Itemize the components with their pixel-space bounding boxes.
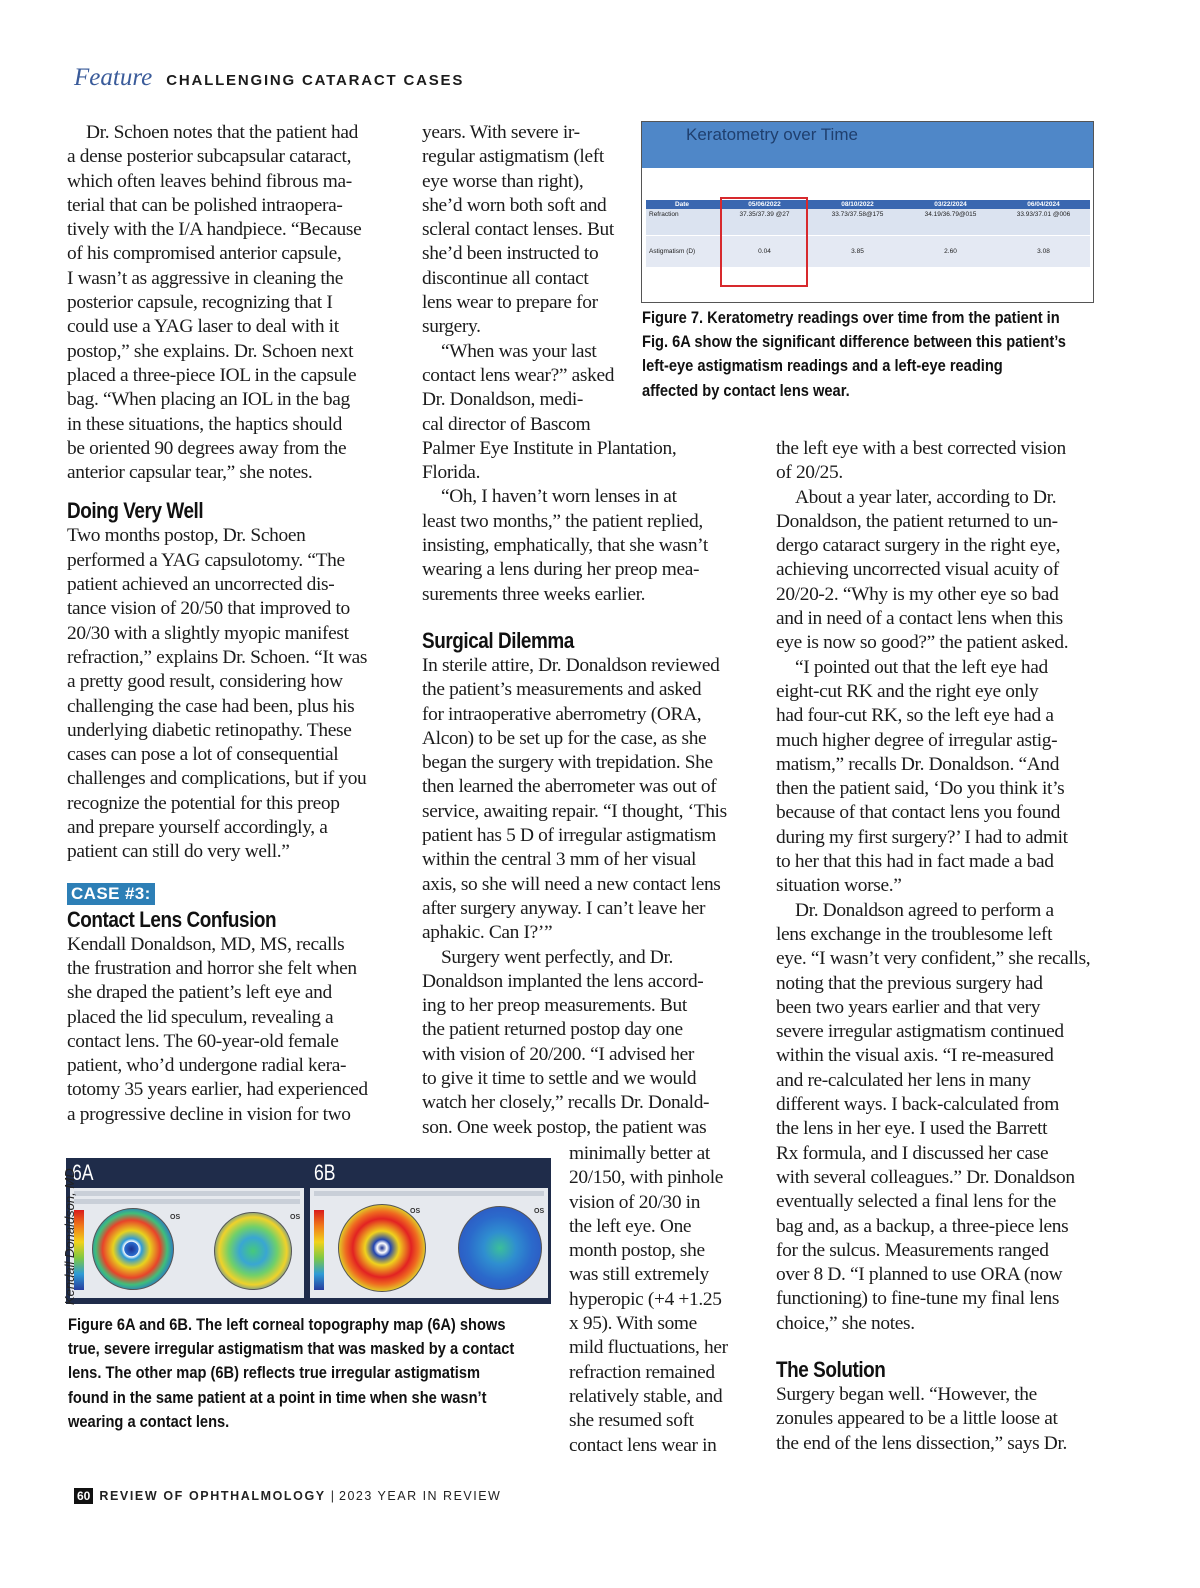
text-line: Donaldson implanted the lens accord- <box>422 970 704 992</box>
case-tag: CASE #3: <box>67 883 155 905</box>
text-line: mild fluctuations, her <box>569 1337 728 1359</box>
text-line: within the central 3 mm of her visual <box>422 849 697 871</box>
text-line: recognize the potential for this preop <box>67 792 340 814</box>
text-line: achieving uncorrected visual acuity of <box>776 559 1059 581</box>
text-line: relatively stable, and <box>569 1385 723 1407</box>
section-heading: Surgical Dilemma <box>422 627 574 653</box>
text-line: then the patient said, ‘Do you think it’s <box>776 778 1065 800</box>
text-line: a pretty good result, considering how <box>67 671 343 693</box>
text-line: ing to her preop measurements. But <box>422 995 687 1017</box>
section-heading: Doing Very Well <box>67 498 204 524</box>
text-line: to give it time to settle and we would <box>422 1067 697 1089</box>
text-line: within the visual axis. “I re-measured <box>776 1045 1054 1067</box>
text-line: the end of the lens dissection,” says Dr. <box>776 1432 1067 1454</box>
paragraph <box>569 1142 749 1458</box>
eye-label: OS <box>170 1214 181 1221</box>
figure-7-caption <box>642 306 1066 403</box>
text-line: eye worse than right), <box>422 170 584 192</box>
text-line: zonules appeared to be a little loose at <box>776 1408 1058 1430</box>
axial-curvature-map <box>92 1208 174 1290</box>
column-header: Date <box>646 200 718 209</box>
text-line: choice,” she notes. <box>776 1312 915 1334</box>
text-line: wearing a lens during her preop mea- <box>422 559 700 581</box>
text-line: Surgery went perfectly, and Dr. <box>441 946 673 968</box>
topography-screenshot <box>70 1188 304 1298</box>
text-line: the lens in her eye. I used the Barrett <box>776 1118 1048 1140</box>
text-line: had four-cut RK, so the left eye had a <box>776 705 1054 727</box>
text-line: matism,” recalls Dr. Donaldson. “And <box>776 753 1060 775</box>
table-row <box>646 235 1090 267</box>
text-line: underlying diabetic retinopathy. These <box>67 719 352 741</box>
magazine-name: REVIEW OF OPHTHALMOLOGY <box>99 1489 326 1503</box>
issue-name: 2023 YEAR IN REVIEW <box>339 1489 502 1503</box>
text-line: to her that this had in fact made a bad <box>776 851 1054 873</box>
text-line: patient can still do very well.” <box>67 841 290 863</box>
text-line: Two months postop, Dr. Schoen <box>67 525 306 547</box>
text-line: and re-calculated her lens in many <box>776 1069 1031 1091</box>
section-title: CHALLENGING CATARACT CASES <box>166 72 465 89</box>
topography-maps-figure <box>66 1158 551 1304</box>
text-line: tance vision of 20/50 that improved to <box>67 598 350 620</box>
paragraph <box>776 486 1106 656</box>
figure-banner <box>642 122 1093 168</box>
text-line: posterior capsule, recognizing that I <box>67 292 333 314</box>
text-line: performed a YAG capsulotomy. “The <box>67 549 345 571</box>
text-line: placed the lid speculum, revealing a <box>67 1006 334 1028</box>
text-line: hyperopic (+4 +1.25 <box>569 1288 722 1310</box>
text-line: after surgery anyway. I can’t leave her <box>422 897 706 919</box>
text-line: Alcon) to be set up for the case, as she <box>422 727 707 749</box>
paragraph <box>67 933 397 1127</box>
text-line: and in need of a contact lens when this <box>776 608 1063 630</box>
text-line: patient has 5 D of irregular astigmatism <box>422 825 717 847</box>
page-footer <box>74 1488 501 1504</box>
text-line: Dr. Donaldson, medi- <box>422 389 584 411</box>
text-line: bag and, as a backup, a three-piece lens <box>776 1215 1069 1237</box>
text-line: 20/30 with a slightly myopic manifest <box>67 622 349 644</box>
text-line: insisting, emphatically, that she wasn’t <box>422 535 708 557</box>
text-line: regular astigmatism (left <box>422 146 604 168</box>
text-line: cases can pose a lot of consequential <box>67 744 339 766</box>
text-line: postop,” she explains. Dr. Schoen next <box>67 340 354 362</box>
text-line: Dr. Donaldson agreed to perform a <box>795 899 1054 921</box>
keratometry-figure <box>641 121 1094 303</box>
column-1 <box>67 121 397 1127</box>
table-cell: 3.85 <box>811 235 904 267</box>
text-line: refraction remained <box>569 1361 715 1383</box>
text-line: anterior capsular tear,” she notes. <box>67 462 313 484</box>
table-cell: 2.60 <box>904 235 997 267</box>
column-header: 03/22/2024 <box>904 200 997 209</box>
text-line: lens exchange in the troublesome left <box>776 923 1053 945</box>
text-line: was still extremely <box>569 1264 709 1286</box>
text-line: Dr. Schoen notes that the patient had <box>86 122 358 143</box>
corneal-thickness-map <box>214 1212 292 1290</box>
eye-label: OS <box>290 1214 301 1221</box>
keratometry-table <box>646 200 1090 267</box>
text-line: eight-cut RK and the right eye only <box>776 680 1039 702</box>
table-cell: 37.35/37.39 @27 <box>718 209 811 235</box>
section-heading: The Solution <box>776 1356 886 1382</box>
text-line: for intraoperative aberrometry (ORA, <box>422 703 702 725</box>
text-line: “Oh, I haven’t worn lenses in at <box>441 486 677 508</box>
text-line: of his compromised anterior capsule, <box>67 243 342 265</box>
column-header: 06/04/2024 <box>997 200 1090 209</box>
text-line: challenges and complications, but if you <box>67 768 367 790</box>
eye-label: OS <box>534 1208 545 1215</box>
text-line: with several colleagues.” Dr. Donaldson <box>776 1166 1075 1188</box>
table-cell: 34.19/36.79@015 <box>904 209 997 235</box>
text-line: functioning) to fine-tune my final lens <box>776 1288 1060 1310</box>
text-line: the left eye. One <box>569 1215 692 1237</box>
highlight-box <box>720 197 808 287</box>
text-line: during my first surgery?’ I had to admit <box>776 826 1068 848</box>
topography-panel-6b <box>310 1158 551 1304</box>
paragraph <box>776 1383 1106 1456</box>
text-line: aphakic. Can I?’” <box>422 922 553 944</box>
text-line: lens wear to prepare for <box>422 292 598 314</box>
text-line: surements three weeks earlier. <box>422 583 646 605</box>
paragraph <box>776 437 1106 486</box>
corneal-thickness-map <box>458 1206 545 1290</box>
text-line: then learned the aberrometer was out of <box>422 776 717 798</box>
text-line: Kendall Donaldson, MD, MS, recalls <box>67 933 345 955</box>
text-line: least two months,” the patient replied, <box>422 510 703 532</box>
text-line: contact lens. The 60-year-old female <box>67 1030 339 1052</box>
text-line: Donaldson, the patient returned to un- <box>776 510 1058 532</box>
text-line: a progressive decline in vision for two <box>67 1103 351 1125</box>
text-line: 20/150, with pinhole <box>569 1167 724 1189</box>
text-line: she’d been instructed to <box>422 243 599 265</box>
text-line: service, awaiting repair. “I thought, ‘This <box>422 800 727 822</box>
text-line: vision of 20/30 in <box>569 1191 701 1213</box>
row-label: Refraction <box>646 209 718 235</box>
axial-curvature-map <box>338 1204 426 1292</box>
text-line: totomy 35 years earlier, had experienced <box>67 1079 368 1101</box>
text-line: Fig. 6A show the significant difference between this patient’s <box>642 333 1066 352</box>
section-label: Feature <box>74 64 153 91</box>
text-line: eventually selected a final lens for the <box>776 1191 1056 1213</box>
text-line: the patient returned postop day one <box>422 1019 683 1041</box>
text-line: bag. “When placing an IOL in the bag <box>67 389 350 411</box>
topography-screenshot <box>310 1188 548 1298</box>
table-cell: 0.04 <box>718 235 811 267</box>
text-line: refraction,” explains Dr. Schoen. “It was <box>67 646 368 668</box>
text-line: surgery. <box>422 316 481 338</box>
header-bar <box>74 1191 300 1196</box>
text-line: because of that contact lens you found <box>776 802 1060 824</box>
row-label: Astigmatism (D) <box>646 235 718 267</box>
color-scale <box>314 1210 324 1290</box>
text-line: the patient’s measurements and asked <box>422 679 702 701</box>
text-line: different ways. I back-calculated from <box>776 1094 1059 1116</box>
paragraph <box>67 121 397 485</box>
table-cell: 33.73/37.58@175 <box>811 209 904 235</box>
text-line: Florida. <box>422 462 481 484</box>
text-line: she resumed soft <box>569 1410 694 1432</box>
text-line: situation worse.” <box>776 875 902 897</box>
text-line: severe irregular astigmatism continued <box>776 1021 1064 1043</box>
text-line: be oriented 90 degrees away from the <box>67 437 347 459</box>
text-line: over 8 D. “I planned to use ORA (now <box>776 1264 1063 1286</box>
photo-credit: Kendall Donaldson, MD <box>62 1168 77 1305</box>
text-line: a dense posterior subcapsular cataract, <box>67 146 352 168</box>
column-3 <box>776 437 1106 1456</box>
text-line: in these situations, the haptics should <box>67 413 343 435</box>
text-line: affected by contact lens wear. <box>642 381 850 400</box>
text-line: wearing a contact lens. <box>68 1412 230 1431</box>
text-line: contact lens wear?” asked <box>422 364 615 386</box>
text-line: the frustration and horror she felt when <box>67 957 357 979</box>
text-line: could use a YAG laser to deal with it <box>67 316 339 338</box>
text-line: discontinue all contact <box>422 267 589 289</box>
text-line: she draped the patient’s left eye and <box>67 982 332 1004</box>
text-line: watch her closely,” recalls Dr. Donald- <box>422 1092 710 1114</box>
text-line: Figure 6A and 6B. The left corneal topography map (6A) shows <box>68 1316 506 1334</box>
text-line: minimally better at <box>569 1143 710 1164</box>
text-line: Figure 7. Keratometry readings over time from the patient in <box>642 309 1060 327</box>
header-bar <box>74 1199 300 1204</box>
text-line: much higher degree of irregular astig- <box>776 729 1058 751</box>
text-line: found in the same patient at a point in time when she wasn’t <box>68 1388 487 1407</box>
column-2-continued <box>569 1142 749 1458</box>
text-line: dergo cataract surgery in the right eye, <box>776 535 1061 557</box>
text-line: Surgery began well. “However, the <box>776 1383 1037 1405</box>
text-line: patient, who’d undergone radial kera- <box>67 1055 347 1077</box>
paragraph <box>422 946 742 1140</box>
table-cell: 3.08 <box>997 235 1090 267</box>
page-header <box>74 64 464 92</box>
table-row <box>646 209 1090 235</box>
text-line: began the surgery with trepidation. She <box>422 752 713 774</box>
text-line: month postop, she <box>569 1240 705 1262</box>
section-heading: Contact Lens Confusion <box>67 906 277 932</box>
column-header: 05/06/2022 <box>718 200 811 209</box>
text-line: of 20/25. <box>776 462 843 484</box>
text-line: she’d worn both soft and <box>422 194 607 216</box>
text-line: tively with the I/A handpiece. “Because <box>67 219 362 241</box>
text-line: Palmer Eye Institute in Plantation, <box>422 437 677 459</box>
text-line: challenging the case had been, plus his <box>67 695 355 717</box>
text-line: “I pointed out that the left eye had <box>795 656 1048 678</box>
text-line: placed a three-piece IOL in the capsule <box>67 364 357 386</box>
text-line: for the sulcus. Measurements ranged <box>776 1239 1049 1261</box>
text-line: patient achieved an uncorrected dis- <box>67 574 335 596</box>
table-header-row <box>646 200 1090 209</box>
figure-6-caption <box>68 1313 514 1434</box>
figure-title: Keratometry over Time <box>686 125 858 144</box>
topography-panel-6a <box>66 1158 306 1304</box>
text-line: axis, so she will need a new contact lens <box>422 873 721 895</box>
text-line: eye is now so good?” the patient asked. <box>776 632 1069 654</box>
text-line: In sterile attire, Dr. Donaldson reviewed <box>422 654 720 676</box>
text-line: true, severe irregular astigmatism that was masked by a contact <box>68 1340 515 1359</box>
paragraph <box>776 899 1106 1336</box>
text-line: terial that can be polished intraopera- <box>67 194 343 216</box>
paragraph <box>776 656 1106 899</box>
text-line: left-eye astigmatism readings and a left-eye reading <box>642 357 1003 376</box>
text-line: been two years earlier and that very <box>776 996 1041 1018</box>
text-line: scleral contact lenses. But <box>422 219 614 241</box>
text-line: I wasn’t as aggressive in cleaning the <box>67 267 344 289</box>
text-line: “When was your last <box>441 340 597 362</box>
column-header: 08/10/2022 <box>811 200 904 209</box>
text-line: x 95). With some <box>569 1313 697 1335</box>
paragraph <box>422 654 742 946</box>
text-line: which often leaves behind fibrous ma- <box>67 170 352 192</box>
text-line: Rx formula, and I discussed her case <box>776 1142 1049 1164</box>
panel-label: 6A <box>72 1160 94 1185</box>
text-line: son. One week postop, the patient was <box>422 1116 707 1138</box>
table-cell: 33.93/37.01 @006 <box>997 209 1090 235</box>
panel-label: 6B <box>314 1160 336 1185</box>
text-line: years. With severe ir- <box>422 122 580 143</box>
text-line: eye. “I wasn’t very confident,” she recalls, <box>776 948 1091 970</box>
text-line: noting that the previous surgery had <box>776 972 1043 994</box>
text-line: and prepare yourself accordingly, a <box>67 817 328 839</box>
text-line: contact lens wear in <box>569 1434 717 1456</box>
page-number: 60 <box>74 1488 93 1504</box>
text-line: the left eye with a best corrected vision <box>776 438 1066 459</box>
text-line: lens. The other map (6B) reflects true irregular astigmatism <box>68 1364 481 1383</box>
text-line: About a year later, according to Dr. <box>795 486 1057 508</box>
text-line: 20/20-2. “Why is my other eye so bad <box>776 583 1059 605</box>
text-line: cal director of Bascom <box>422 413 591 435</box>
footer-separator: | <box>330 1489 334 1503</box>
paragraph <box>422 485 742 606</box>
eye-label: OS <box>410 1208 421 1215</box>
text-line: with vision of 20/200. “I advised her <box>422 1043 694 1065</box>
header-bar <box>314 1191 544 1196</box>
paragraph <box>67 524 397 864</box>
